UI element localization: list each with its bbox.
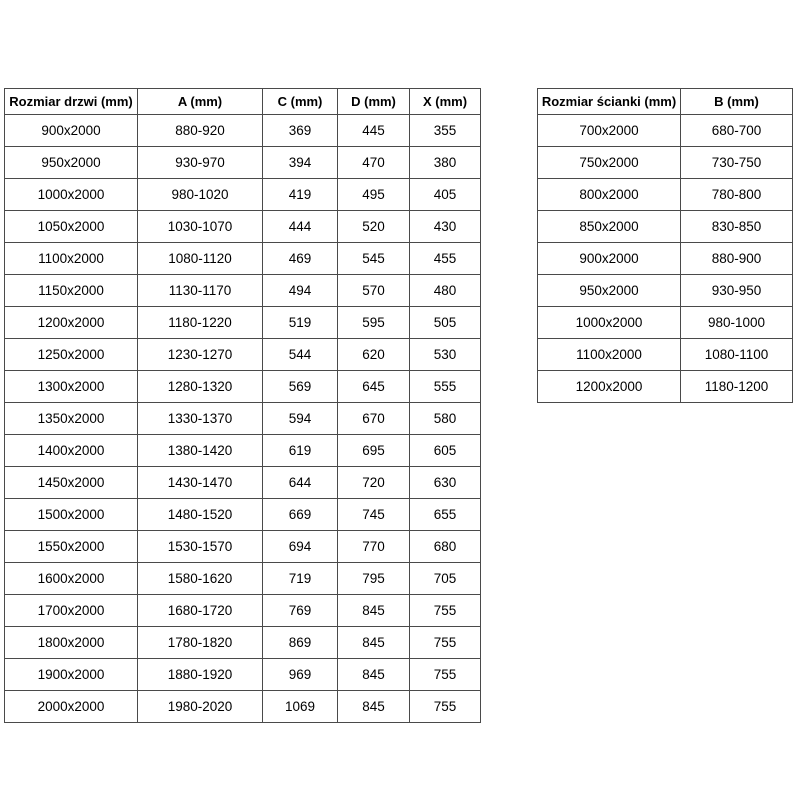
door-sizes-table xyxy=(4,88,481,723)
door-sizes-table-header xyxy=(5,89,481,115)
table-cell: 869 xyxy=(263,627,338,659)
table-header-row xyxy=(538,89,793,115)
table-cell: 745 xyxy=(338,499,410,531)
table-cell: 800x2000 xyxy=(538,179,681,211)
table-row xyxy=(538,211,793,243)
table-cell: 680 xyxy=(410,531,481,563)
table-row xyxy=(5,499,481,531)
table-cell: 1680-1720 xyxy=(138,595,263,627)
table-cell: 850x2000 xyxy=(538,211,681,243)
table-cell: 845 xyxy=(338,595,410,627)
table-cell: 695 xyxy=(338,435,410,467)
table-cell: 394 xyxy=(263,147,338,179)
table-cell: 405 xyxy=(410,179,481,211)
door-sizes-table-body xyxy=(5,115,481,723)
table-cell: 680-700 xyxy=(681,115,793,147)
table-cell: 1180-1220 xyxy=(138,307,263,339)
table-cell: 1550x2000 xyxy=(5,531,138,563)
table-cell: 750x2000 xyxy=(538,147,681,179)
table-cell: 1800x2000 xyxy=(5,627,138,659)
table-cell: 1030-1070 xyxy=(138,211,263,243)
table-cell: 969 xyxy=(263,659,338,691)
header-cell: X (mm) xyxy=(410,89,481,115)
table-cell: 1380-1420 xyxy=(138,435,263,467)
table-row xyxy=(5,147,481,179)
table-row xyxy=(538,339,793,371)
table-row xyxy=(538,115,793,147)
table-cell: 720 xyxy=(338,467,410,499)
table-cell: 930-950 xyxy=(681,275,793,307)
table-row xyxy=(5,371,481,403)
table-cell: 830-850 xyxy=(681,211,793,243)
table-row xyxy=(538,275,793,307)
table-row xyxy=(5,691,481,723)
table-row xyxy=(5,627,481,659)
table-cell: 505 xyxy=(410,307,481,339)
table-cell: 950x2000 xyxy=(538,275,681,307)
table-cell: 569 xyxy=(263,371,338,403)
header-cell: Rozmiar drzwi (mm) xyxy=(5,89,138,115)
table-row xyxy=(538,243,793,275)
table-cell: 555 xyxy=(410,371,481,403)
table-cell: 1480-1520 xyxy=(138,499,263,531)
table-row xyxy=(5,115,481,147)
table-row xyxy=(538,179,793,211)
table-cell: 380 xyxy=(410,147,481,179)
table-cell: 700x2000 xyxy=(538,115,681,147)
table-cell: 495 xyxy=(338,179,410,211)
table-cell: 655 xyxy=(410,499,481,531)
table-cell: 530 xyxy=(410,339,481,371)
table-cell: 730-750 xyxy=(681,147,793,179)
table-cell: 605 xyxy=(410,435,481,467)
table-cell: 1230-1270 xyxy=(138,339,263,371)
table-row xyxy=(538,307,793,339)
table-cell: 900x2000 xyxy=(5,115,138,147)
table-row xyxy=(5,435,481,467)
wall-sizes-table xyxy=(537,88,793,403)
table-cell: 1330-1370 xyxy=(138,403,263,435)
table-cell: 1430-1470 xyxy=(138,467,263,499)
table-cell: 1450x2000 xyxy=(5,467,138,499)
table-cell: 1150x2000 xyxy=(5,275,138,307)
table-cell: 1250x2000 xyxy=(5,339,138,371)
table-cell: 880-920 xyxy=(138,115,263,147)
table-row xyxy=(5,563,481,595)
table-cell: 900x2000 xyxy=(538,243,681,275)
wall-sizes-table-body xyxy=(538,115,793,403)
table-cell: 1880-1920 xyxy=(138,659,263,691)
table-cell: 719 xyxy=(263,563,338,595)
table-cell: 1580-1620 xyxy=(138,563,263,595)
table-cell: 845 xyxy=(338,627,410,659)
table-row xyxy=(5,179,481,211)
table-cell: 780-800 xyxy=(681,179,793,211)
table-cell: 1000x2000 xyxy=(5,179,138,211)
table-cell: 470 xyxy=(338,147,410,179)
table-cell: 755 xyxy=(410,691,481,723)
table-cell: 755 xyxy=(410,595,481,627)
table-cell: 950x2000 xyxy=(5,147,138,179)
table-cell: 419 xyxy=(263,179,338,211)
table-cell: 645 xyxy=(338,371,410,403)
table-row xyxy=(5,659,481,691)
table-cell: 1900x2000 xyxy=(5,659,138,691)
table-cell: 620 xyxy=(338,339,410,371)
table-row xyxy=(5,211,481,243)
table-cell: 1200x2000 xyxy=(538,371,681,403)
table-cell: 355 xyxy=(410,115,481,147)
table-cell: 430 xyxy=(410,211,481,243)
table-cell: 494 xyxy=(263,275,338,307)
table-cell: 1280-1320 xyxy=(138,371,263,403)
table-cell: 445 xyxy=(338,115,410,147)
table-row xyxy=(5,467,481,499)
table-cell: 444 xyxy=(263,211,338,243)
table-cell: 1400x2000 xyxy=(5,435,138,467)
table-cell: 1080-1120 xyxy=(138,243,263,275)
table-cell: 630 xyxy=(410,467,481,499)
table-cell: 1100x2000 xyxy=(538,339,681,371)
table-cell: 1200x2000 xyxy=(5,307,138,339)
table-cell: 845 xyxy=(338,691,410,723)
table-cell: 455 xyxy=(410,243,481,275)
table-cell: 1350x2000 xyxy=(5,403,138,435)
table-cell: 369 xyxy=(263,115,338,147)
table-cell: 1050x2000 xyxy=(5,211,138,243)
table-row xyxy=(5,595,481,627)
table-cell: 755 xyxy=(410,627,481,659)
table-row xyxy=(5,403,481,435)
table-cell: 694 xyxy=(263,531,338,563)
table-cell: 619 xyxy=(263,435,338,467)
table-cell: 1000x2000 xyxy=(538,307,681,339)
table-row xyxy=(538,371,793,403)
table-cell: 644 xyxy=(263,467,338,499)
table-cell: 520 xyxy=(338,211,410,243)
table-cell: 980-1000 xyxy=(681,307,793,339)
table-row xyxy=(5,243,481,275)
table-cell: 1600x2000 xyxy=(5,563,138,595)
table-cell: 770 xyxy=(338,531,410,563)
table-row xyxy=(5,275,481,307)
header-cell: D (mm) xyxy=(338,89,410,115)
table-cell: 1100x2000 xyxy=(5,243,138,275)
table-cell: 570 xyxy=(338,275,410,307)
table-row xyxy=(5,339,481,371)
table-cell: 980-1020 xyxy=(138,179,263,211)
table-cell: 1180-1200 xyxy=(681,371,793,403)
header-cell: B (mm) xyxy=(681,89,793,115)
table-cell: 2000x2000 xyxy=(5,691,138,723)
table-cell: 669 xyxy=(263,499,338,531)
table-cell: 519 xyxy=(263,307,338,339)
table-cell: 544 xyxy=(263,339,338,371)
table-cell: 1500x2000 xyxy=(5,499,138,531)
table-cell: 755 xyxy=(410,659,481,691)
table-cell: 1700x2000 xyxy=(5,595,138,627)
table-cell: 795 xyxy=(338,563,410,595)
header-cell: C (mm) xyxy=(263,89,338,115)
table-cell: 1530-1570 xyxy=(138,531,263,563)
header-cell: Rozmiar ścianki (mm) xyxy=(538,89,681,115)
wall-sizes-table-header xyxy=(538,89,793,115)
table-cell: 1300x2000 xyxy=(5,371,138,403)
table-cell: 1980-2020 xyxy=(138,691,263,723)
table-cell: 580 xyxy=(410,403,481,435)
table-cell: 1130-1170 xyxy=(138,275,263,307)
table-cell: 469 xyxy=(263,243,338,275)
header-cell: A (mm) xyxy=(138,89,263,115)
table-cell: 545 xyxy=(338,243,410,275)
table-cell: 1780-1820 xyxy=(138,627,263,659)
table-row xyxy=(5,531,481,563)
table-cell: 705 xyxy=(410,563,481,595)
table-cell: 769 xyxy=(263,595,338,627)
table-cell: 1069 xyxy=(263,691,338,723)
table-row xyxy=(5,307,481,339)
table-cell: 1080-1100 xyxy=(681,339,793,371)
table-row xyxy=(538,147,793,179)
table-cell: 480 xyxy=(410,275,481,307)
table-cell: 595 xyxy=(338,307,410,339)
table-cell: 930-970 xyxy=(138,147,263,179)
table-cell: 880-900 xyxy=(681,243,793,275)
table-cell: 670 xyxy=(338,403,410,435)
table-cell: 594 xyxy=(263,403,338,435)
table-header-row xyxy=(5,89,481,115)
table-cell: 845 xyxy=(338,659,410,691)
